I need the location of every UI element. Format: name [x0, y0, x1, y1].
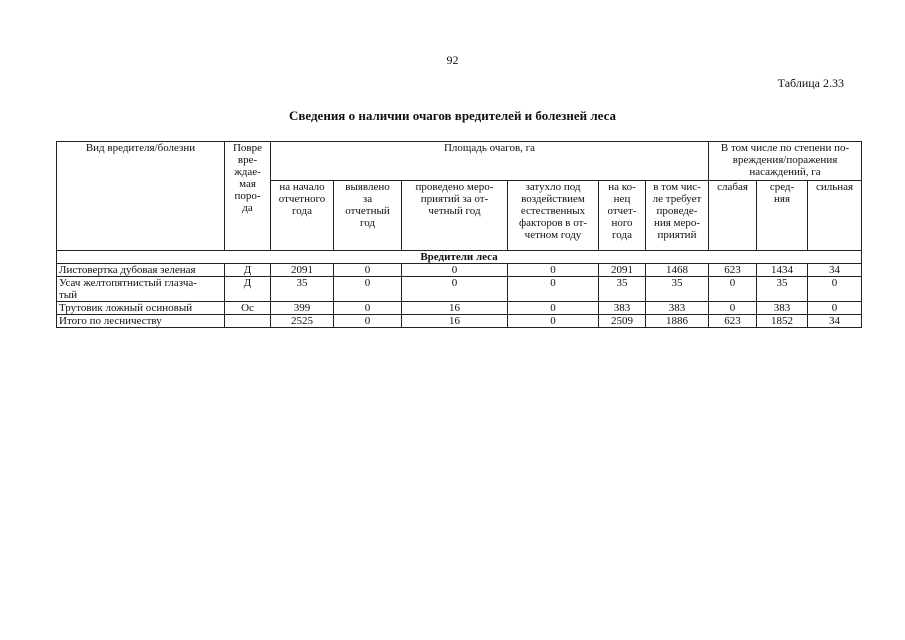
document-title: Сведения о наличии очагов вредителей и болезней леса	[288, 108, 617, 123]
cell-start: 2525	[271, 315, 334, 328]
cell-measures: 0	[402, 277, 508, 302]
cell-weak: 623	[709, 315, 757, 328]
table-row	[57, 302, 862, 315]
cell-strong: 34	[808, 315, 862, 328]
table-row	[57, 277, 862, 302]
header-damage-group: В том числе по степени по- вреждения/поражения насаждений, га	[709, 142, 862, 181]
header-detected: выявлено за отчетный год	[334, 181, 402, 251]
header-pest: Вид вредителя/болезни	[57, 142, 225, 251]
cell-pest-name: Усач желтопятнистый глазча- тый	[57, 277, 225, 302]
cell-species	[225, 315, 271, 328]
cell-natural: 0	[508, 302, 599, 315]
cell-pest-name: Трутовик ложный осиновый	[57, 302, 225, 315]
header-end: на ко- нец отчет- ного года	[599, 181, 646, 251]
header-natural: затухло под воздействием естественных факторов в от- четном году	[508, 181, 599, 251]
page-number: 92	[446, 53, 459, 67]
header-strong: сильная	[808, 181, 862, 251]
pest-foci-table	[56, 141, 862, 328]
cell-weak: 0	[709, 277, 757, 302]
cell-medium: 35	[757, 277, 808, 302]
cell-strong: 0	[808, 277, 862, 302]
cell-species: Д	[225, 264, 271, 277]
cell-detected: 0	[334, 264, 402, 277]
cell-requires: 35	[646, 277, 709, 302]
cell-requires: 383	[646, 302, 709, 315]
table-row	[57, 264, 862, 277]
section-label: Вредители леса	[57, 251, 862, 264]
cell-measures: 0	[402, 264, 508, 277]
cell-requires: 1886	[646, 315, 709, 328]
cell-medium: 1852	[757, 315, 808, 328]
header-start: на начало отчетного года	[271, 181, 334, 251]
cell-end: 35	[599, 277, 646, 302]
cell-requires: 1468	[646, 264, 709, 277]
header-area-group: Площадь очагов, га	[271, 142, 709, 181]
cell-start: 35	[271, 277, 334, 302]
cell-natural: 0	[508, 264, 599, 277]
cell-end: 2509	[599, 315, 646, 328]
cell-species: Ос	[225, 302, 271, 315]
cell-detected: 0	[334, 277, 402, 302]
cell-pest-name: Итого по лесничеству	[57, 315, 225, 328]
cell-species: Д	[225, 277, 271, 302]
cell-measures: 16	[402, 302, 508, 315]
cell-measures: 16	[402, 315, 508, 328]
cell-natural: 0	[508, 277, 599, 302]
cell-medium: 383	[757, 302, 808, 315]
header-medium: сред- няя	[757, 181, 808, 251]
cell-strong: 34	[808, 264, 862, 277]
table-label: Таблица 2.33	[777, 76, 844, 90]
cell-end: 383	[599, 302, 646, 315]
header-measures: проведено меро- приятий за от- четный год	[402, 181, 508, 251]
cell-medium: 1434	[757, 264, 808, 277]
header-requires: в том чис- ле требует проведе- ния меро- приятий	[646, 181, 709, 251]
cell-detected: 0	[334, 302, 402, 315]
cell-strong: 0	[808, 302, 862, 315]
cell-start: 399	[271, 302, 334, 315]
cell-weak: 0	[709, 302, 757, 315]
cell-pest-name: Листовертка дубовая зеленая	[57, 264, 225, 277]
cell-natural: 0	[508, 315, 599, 328]
header-species: Повре вре- ждае- мая поро- да	[225, 142, 271, 251]
table-row-total	[57, 315, 862, 328]
cell-detected: 0	[334, 315, 402, 328]
cell-start: 2091	[271, 264, 334, 277]
cell-weak: 623	[709, 264, 757, 277]
header-weak: слабая	[709, 181, 757, 251]
cell-end: 2091	[599, 264, 646, 277]
